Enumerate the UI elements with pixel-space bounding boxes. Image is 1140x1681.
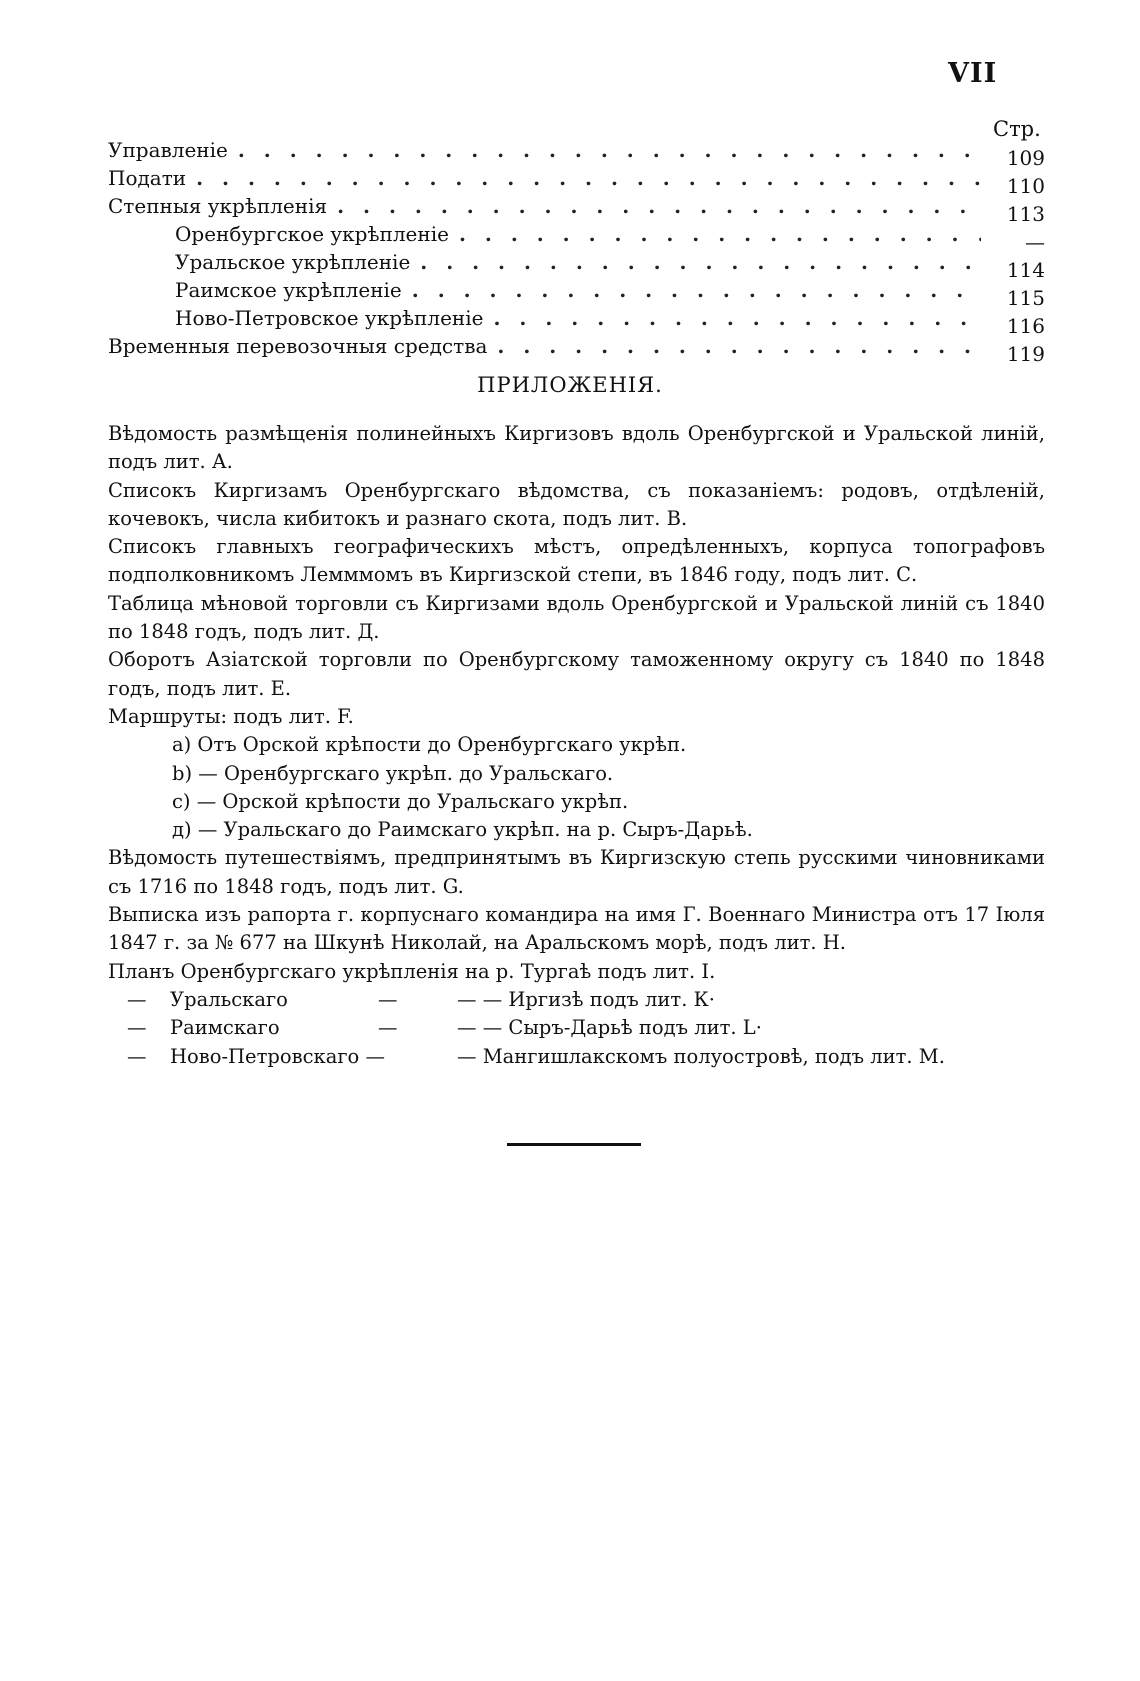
plan-dash: — (127, 1044, 147, 1068)
appendix-item: Вѣдомость путешествіямъ, предпринятымъ въ Киргизскую степь русскими чиновниками съ 1716 по 1848 годъ, подъ лит. G. (108, 846, 1045, 898)
plan-dash: — (378, 1016, 398, 1040)
toc-entry-title: Уральское укрѣпленіе (175, 250, 411, 274)
plan-dash: — (378, 987, 398, 1011)
toc-entry-page: 110 (1006, 174, 1045, 198)
plan-location: — Мангишлакскомъ полуостровѣ, подъ лит. М. (457, 1044, 945, 1068)
toc-entry (108, 248, 1045, 282)
appendix-item: Списокъ главныхъ географическихъ мѣстъ, опредѣленныхъ, корпуса топографовъ подполковникомъ Лемммомъ въ Киргизской степи, въ 1846 году, подъ лит. С. (108, 535, 1045, 587)
toc-entry-page: 115 (1006, 286, 1045, 310)
end-rule (507, 1143, 641, 1146)
page-number: VII (948, 58, 998, 89)
toc-page-column-header: Стр. (993, 117, 1041, 141)
route-item: а) Отъ Орской крѣпости до Оренбургскаго укрѣп. (172, 733, 687, 757)
appendix-item: Списокъ Киргизамъ Оренбургскаго вѣдомства, съ показаніемъ: родовъ, отдѣленій, кочевокъ, числа кибитокъ и разнаго скота, подъ лит. В. (108, 478, 1045, 530)
plan-item (108, 1014, 1045, 1042)
plan-dash (378, 1043, 457, 1071)
appendix-item: Выписка изъ рапорта г. корпуснаго командира на имя Г. Военнаго Министра отъ 17 Іюля 1847 г. за № 677 на Шкунѣ Николай, на Аральскомъ морѣ, подъ лит. Н. (108, 903, 1045, 955)
toc-entry-page: 114 (1006, 258, 1045, 282)
toc-entry (108, 220, 1045, 254)
appendix-item: Вѣдомость размѣщенія полинейныхъ Киргизовъ вдоль Оренбургской и Уральской линій, подъ лит. А. (108, 422, 1045, 474)
toc-entry-title: Управленіе (108, 138, 228, 162)
toc-entry-title: Временныя перевозочныя средства (108, 334, 488, 358)
route-item: c) — Орской крѣпости до Уральскаго укрѣп. (172, 789, 629, 813)
dot-leader (337, 192, 981, 220)
toc-entry-page: 109 (1006, 146, 1045, 170)
dot-leader (412, 276, 981, 304)
toc-entry (108, 332, 1045, 366)
toc-entry-page: 119 (1006, 342, 1045, 366)
toc-entry-title: Ново-Петровское укрѣпленіе (175, 306, 484, 330)
appendix-heading: ПРИЛОЖЕНІЯ. (477, 373, 663, 397)
plan-dash: — (127, 1016, 147, 1040)
dot-leader (196, 164, 981, 192)
toc-entry-title: Раимское укрѣпленіе (175, 278, 402, 302)
plan-name: Раимскаго (170, 1016, 280, 1040)
toc-entry-title: Подати (108, 166, 187, 190)
appendix-item: Планъ Оренбургскаго укрѣпленія на р. Тургаѣ подъ лит. I. (108, 959, 716, 983)
dot-leader (459, 220, 981, 248)
toc-entry (108, 164, 1045, 198)
plan-dash: — (127, 987, 147, 1011)
toc-entry (108, 192, 1045, 226)
toc-entry-page: — (1025, 230, 1045, 254)
appendix-item: Таблица мѣновой торговли съ Киргизами вдоль Оренбургской и Уральской линій съ 1840 по 1848 годъ, подъ лит. Д. (108, 591, 1045, 644)
route-item: д) — Уральскаго до Раимскаго укрѣп. на р. Сыръ-Дарьѣ. (172, 818, 753, 842)
dot-leader (494, 304, 982, 332)
dot-leader (238, 136, 981, 164)
toc-entry-page: 116 (1006, 314, 1045, 338)
plan-item (108, 986, 1045, 1014)
plan-location: — — Иргизѣ подъ лит. К· (457, 987, 715, 1011)
route-item: b) — Оренбургскаго укрѣп. до Уральскаго. (172, 761, 614, 785)
plan-name: Ново-Петровскаго — (170, 1044, 385, 1068)
toc-entry-page: 113 (1006, 202, 1045, 226)
plan-location: — — Сыръ-Дарьѣ подъ лит. L· (457, 1016, 762, 1040)
toc-entry-title: Степныя укрѣпленія (108, 194, 328, 218)
dot-leader (497, 332, 981, 360)
appendix-item: Оборотъ Азіатской торговли по Оренбургскому таможенному округу съ 1840 по 1848 годъ, подъ лит. Е. (108, 648, 1045, 700)
appendix-item: Маршруты: подъ лит. F. (108, 704, 354, 728)
toc-entry (108, 304, 1045, 338)
plan-item (108, 1043, 1045, 1071)
toc-entry (108, 276, 1045, 310)
toc-entry-title: Оренбургское укрѣпленіе (175, 222, 449, 246)
appendix-list (108, 420, 1045, 1071)
toc-entry (108, 136, 1045, 170)
dot-leader (420, 248, 981, 276)
table-of-contents (108, 136, 1045, 366)
plan-name: Уральскаго (170, 987, 288, 1011)
